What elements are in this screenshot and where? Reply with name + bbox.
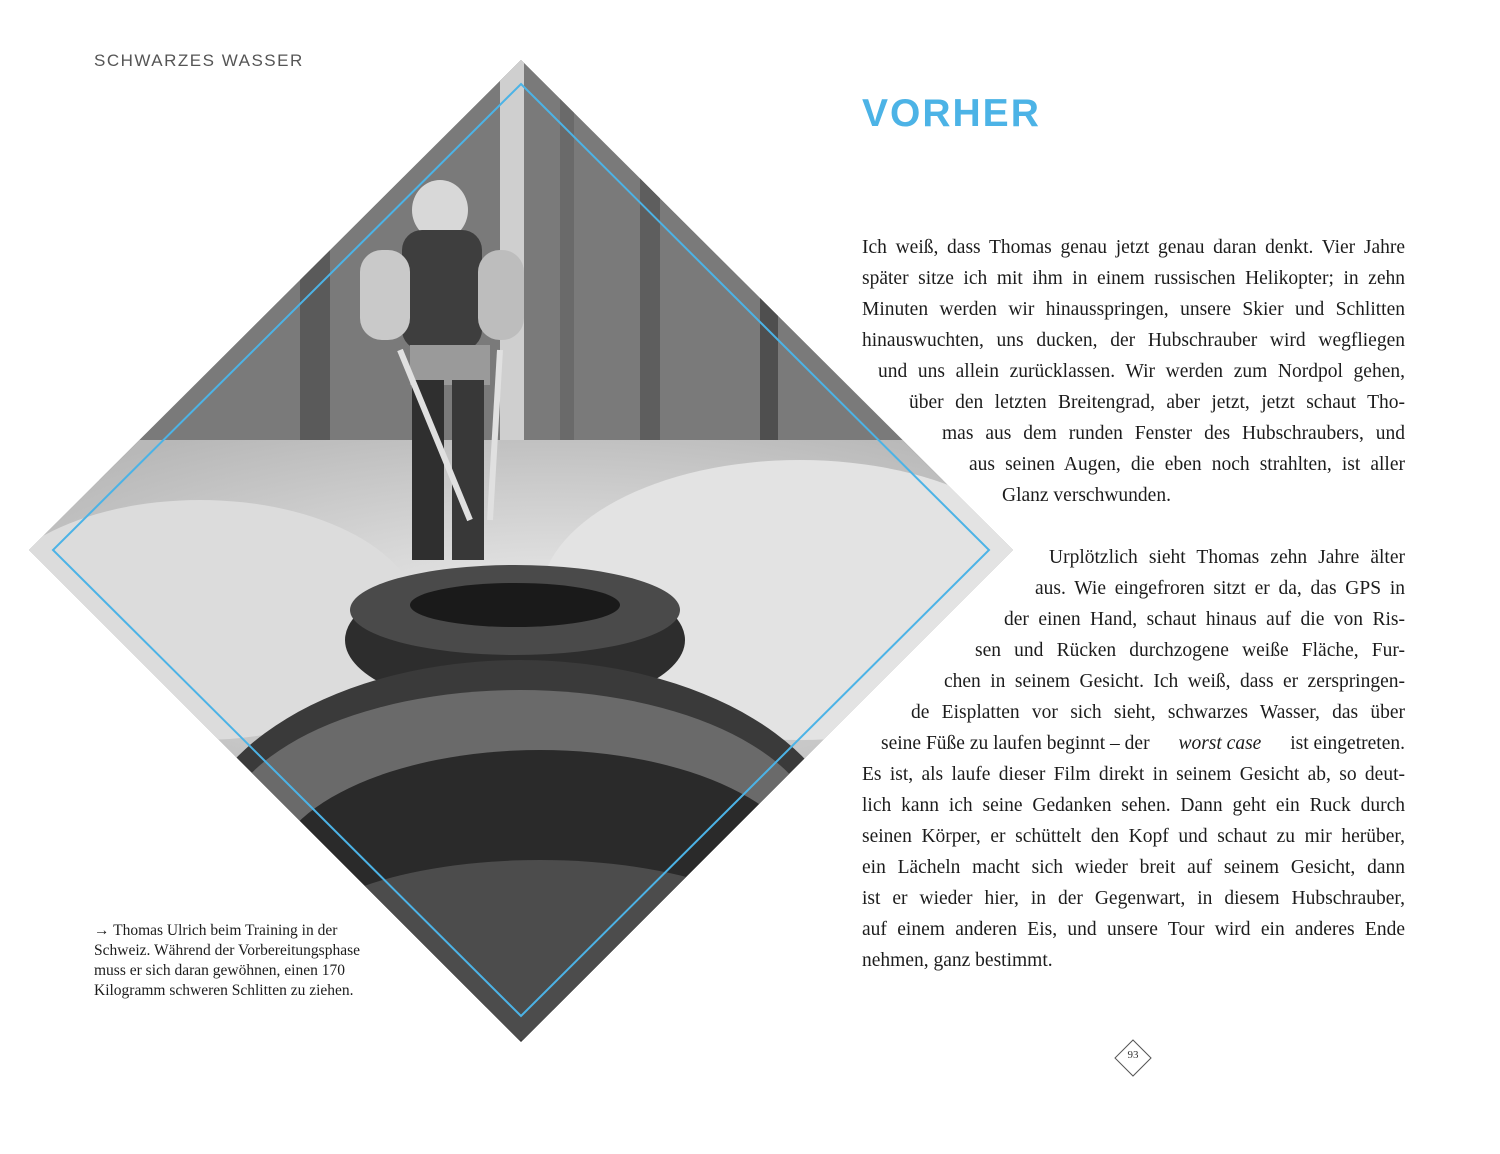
body-line: chen in seinem Gesicht. Ich weiß, dass er zerspringen- xyxy=(944,671,1405,692)
body-line: nehmen, ganz bestimmt. xyxy=(862,950,1053,971)
caption-line: → Thomas Ulrich beim Training in der xyxy=(94,922,338,939)
body-line: mas aus dem runden Fenster des Hubschraubers, und xyxy=(942,423,1405,444)
body-line: aus seinen Augen, die eben noch strahlten, ist aller xyxy=(969,454,1405,475)
caption-line: Schweiz. Während der Vorbereitungsphase xyxy=(94,942,361,959)
body-line: Minuten werden wir hinausspringen, unsere Skier und Schlitten xyxy=(862,299,1405,320)
body-line xyxy=(881,728,1405,759)
body-line: auf einem anderen Eis, und unsere Tour wird ein anderes Ende xyxy=(862,919,1405,940)
body-text: ist eingetreten. xyxy=(1290,733,1405,754)
photo-caption xyxy=(94,921,394,1001)
body-line: sen und Rücken durchzogene weiße Fläche, Fur- xyxy=(975,640,1405,661)
body-line: lich kann ich seine Gedanken sehen. Dann geht ein Ruck durch xyxy=(862,795,1405,816)
body-line: de Eisplatten vor sich sieht, schwarzes Wasser, das über xyxy=(911,702,1405,723)
body-line: Es ist, als laufe dieser Film direkt in seinem Gesicht ab, so deut- xyxy=(862,764,1405,785)
caption-line: Kilogramm schweren Schlitten zu ziehen. xyxy=(94,982,354,999)
body-line: Urplötzlich sieht Thomas zehn Jahre älter xyxy=(1049,547,1405,568)
page-number: 93 xyxy=(1127,1049,1139,1061)
caption-line: muss er sich daran gewöhnen, einen 170 xyxy=(94,962,345,979)
body-line: Glanz verschwunden. xyxy=(1002,485,1171,506)
body-line: aus. Wie eingefroren sitzt er da, das GPS in xyxy=(1035,578,1405,599)
body-line: ist er wieder hier, in der Gegenwart, in diesem Hubschrauber, xyxy=(862,888,1405,909)
section-heading: VORHER xyxy=(862,92,1041,135)
body-line: hinauswuchten, uns ducken, der Hubschrauber wird wegfliegen xyxy=(862,330,1405,351)
running-head: SCHWARZES WASSER xyxy=(94,51,304,70)
body-line: ein Lächeln macht sich wieder breit auf seinem Gesicht, dann xyxy=(862,857,1405,878)
body-line: Ich weiß, dass Thomas genau jetzt genau daran denkt. Vier Jahre xyxy=(862,237,1405,258)
body-text: seine Füße zu laufen beginnt – der xyxy=(881,733,1150,754)
italic-term: worst case xyxy=(1178,733,1262,754)
body-line: und uns allein zurücklassen. Wir werden zum Nordpol gehen, xyxy=(878,361,1405,382)
body-line: der einen Hand, schaut hinaus auf die von Ris- xyxy=(1004,609,1405,630)
body-line: später sitze ich mit ihm in einem russischen Helikopter; in zehn xyxy=(862,268,1405,289)
body-line: über den letzten Breitengrad, aber jetzt, jetzt schaut Tho- xyxy=(909,392,1405,413)
body-line: seinen Körper, er schüttelt den Kopf und schaut zu mir herüber, xyxy=(862,826,1405,847)
